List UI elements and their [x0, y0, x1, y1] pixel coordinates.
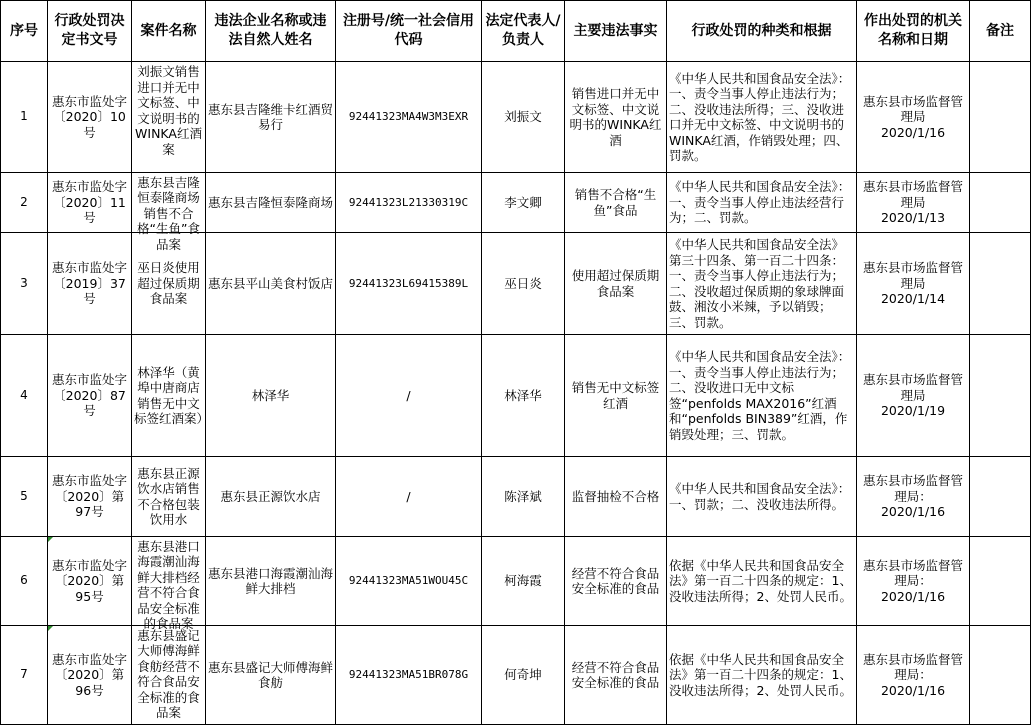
- cell-doc: 惠东市监处字〔2019〕37号: [48, 233, 132, 335]
- cell-code: 92441323MA51BR078G: [336, 626, 482, 725]
- cell-org: [857, 457, 970, 537]
- cell-no: 5: [1, 457, 48, 537]
- cell-basis-text: 依据《中华人民共和国食品安全法》第一百二十四条的规定：1、没收违法所得；2、处罚人民币。: [669, 651, 852, 698]
- cell-date: 2020/1/16: [880, 588, 946, 604]
- cell-code: 92441323L69415389L: [336, 233, 482, 335]
- cell-case-text: 刘振文销售进口并无中文标签、中文说明书的WINKA红酒案: [135, 64, 202, 157]
- cell-name: 惠东县吉隆维卡红酒贸易行: [206, 62, 336, 173]
- cell-fact: 经营不符合食品安全标准的食品: [565, 537, 667, 626]
- header-rep: 法定代表人/负责人: [482, 1, 565, 62]
- cell-no: 4: [1, 335, 48, 457]
- header-basis: 行政处罚的种类和根据: [667, 1, 857, 62]
- cell-org-name: 惠东县市场监督管理局: [862, 93, 963, 125]
- cell-case: [132, 62, 206, 173]
- cell-case-text: 巫日炎使用超过保质期食品案: [137, 260, 200, 307]
- cell-fact: 监督抽检不合格: [565, 457, 667, 537]
- cell-no: 3: [1, 233, 48, 335]
- cell-code: 92441323L21330319C: [336, 173, 482, 233]
- cell-rep: 刘振文: [482, 62, 565, 173]
- cell-note: [970, 62, 1031, 173]
- cell-date: 2020/1/13: [880, 210, 946, 226]
- cell-name: 林泽华: [206, 335, 336, 457]
- cell-date: 2020/1/16: [880, 124, 946, 140]
- cell-doc: 惠东市监处字〔2020〕第95号: [48, 537, 132, 626]
- cell-rep: 巫日炎: [482, 233, 565, 335]
- cell-case: [132, 173, 206, 252]
- cell-basis: [667, 457, 857, 537]
- cell-name: 惠东县正源饮水店: [206, 457, 336, 537]
- cell-org-name: 惠东县市场监督管理局：: [862, 473, 963, 504]
- table-row: [1, 457, 1031, 537]
- cell-case: [132, 537, 206, 631]
- cell-code: /: [336, 335, 482, 457]
- header-doc: 行政处罚决定书文号: [48, 1, 132, 62]
- cell-code: 92441323MA4W3M3EXR: [336, 62, 482, 173]
- cell-org-name: 惠东县市场监督管理局: [862, 260, 963, 291]
- header-fact: 主要违法事实: [565, 1, 667, 62]
- cell-name: 惠东县平山美食村饭店: [206, 233, 336, 335]
- cell-basis-text: 《中华人民共和国食品安全法》：一、罚款；二、没收违法所得。: [669, 481, 851, 512]
- cell-case-text: 惠东县吉隆恒泰隆商场销售不合格“生鱼”食品案: [137, 174, 200, 252]
- cell-fact: 经营不符合食品安全标准的食品: [565, 626, 667, 725]
- header-case: 案件名称: [132, 1, 206, 62]
- cell-name: 惠东县盛记大师傅海鲜食舫: [206, 626, 336, 725]
- cell-case: [132, 457, 206, 537]
- cell-doc: 惠东市监处字〔2020〕第96号: [48, 626, 132, 725]
- table-row: [1, 173, 1031, 233]
- cell-no: 6: [1, 537, 48, 626]
- cell-basis-text: 《中华人民共和国食品安全法》：一、责令当事人停止违法行为；二、没收进口无中文标签“penfolds MAX2016”红酒和“penfolds BIN389”红酒，作销毁处理；三、罚款。: [669, 349, 851, 442]
- cell-doc: 惠东市监处字〔2020〕10号: [48, 62, 132, 173]
- cell-case-text: 惠东县正源饮水店销售不合格包装饮用水: [137, 465, 200, 527]
- table-row: [1, 62, 1031, 173]
- cell-note: [970, 335, 1031, 457]
- cell-case-text: 惠东县港口海霞潮汕海鲜大排档经营不符合食品安全标准的食品案: [137, 538, 200, 631]
- cell-case: [132, 626, 206, 725]
- cell-fact: 销售不合格“生鱼”食品: [565, 173, 667, 233]
- cell-name: 惠东县吉隆恒泰隆商场: [206, 173, 336, 233]
- cell-note: [970, 537, 1031, 626]
- cell-org-name: 惠东县市场监督管理局: [862, 372, 963, 403]
- cell-no: 2: [1, 173, 48, 233]
- header-org: 作出处罚的机关名称和日期: [857, 1, 970, 62]
- cell-org: [857, 173, 970, 233]
- cell-org-name: 惠东县市场监督管理局: [862, 179, 963, 210]
- cell-basis-text: 依据《中华人民共和国食品安全法》第一百二十四条的规定：1、没收违法所得；2、处罚人民币。: [669, 557, 852, 604]
- cell-note: [970, 173, 1031, 233]
- cell-basis: [667, 233, 857, 335]
- header-code: 注册号/统一社会信用代码: [336, 1, 482, 62]
- cell-rep: 陈泽斌: [482, 457, 565, 537]
- cell-no: 1: [1, 62, 48, 173]
- table-row: [1, 537, 1031, 626]
- cell-org-name: 惠东县市场监督管理局：: [862, 557, 963, 589]
- cell-rep: 李文卿: [482, 173, 565, 233]
- cell-basis: [667, 626, 857, 725]
- cell-no: 7: [1, 626, 48, 725]
- cell-org: [857, 233, 970, 335]
- cell-org-name: 惠东县市场监督管理局：: [862, 651, 963, 683]
- cell-case: [132, 335, 210, 457]
- cell-doc: 惠东市监处字〔2020〕11号: [48, 173, 132, 233]
- table-row: [1, 335, 1031, 457]
- table-row: [1, 626, 1031, 725]
- cell-org: [857, 626, 970, 725]
- cell-date: 2020/1/16: [880, 504, 946, 520]
- cell-code: /: [336, 457, 482, 537]
- header-no: 序号: [1, 1, 48, 62]
- cell-note: [970, 233, 1031, 335]
- cell-rep: 柯海霞: [482, 537, 565, 626]
- cell-code: 92441323MA51WOU45C: [336, 537, 482, 626]
- cell-basis-text: 《中华人民共和国食品安全法》：一、责令当事人停止违法行为；二、没收违法所得；三、没收进口并无中文标签、中文说明书的WINKA红酒，作销毁处理；四、罚款。: [669, 70, 851, 163]
- cell-org: [857, 335, 970, 457]
- cell-date: 2020/1/19: [880, 403, 946, 419]
- cell-org: [857, 537, 970, 626]
- header-row: [1, 1, 1031, 62]
- cell-rep: 林泽华: [482, 335, 565, 457]
- cell-org: [857, 62, 970, 173]
- cell-case-text: 惠东县盛记大师傅海鲜食舫经营不符合食品安全标准的食品案: [137, 627, 200, 720]
- cell-basis-text: 《中华人民共和国食品安全法》第三十四条、第一百二十四条：一、责令当事人停止违法行为；二、没收超过保质期的象球牌面鼓、湘汝小米辣，予以销毁；三、罚款。: [669, 237, 845, 330]
- cell-note: [970, 626, 1031, 725]
- cell-basis: [667, 335, 857, 457]
- header-note: 备注: [970, 1, 1031, 62]
- cell-note: [970, 457, 1031, 537]
- cell-basis-text: 《中华人民共和国食品安全法》：一、责令当事人停止违法经营行为；二、罚款。: [669, 179, 851, 226]
- cell-doc: 惠东市监处字〔2020〕第97号: [48, 457, 132, 537]
- cell-basis: [667, 173, 857, 233]
- cell-fact: 使用超过保质期食品案: [565, 233, 667, 335]
- cell-rep: 何奇坤: [482, 626, 565, 725]
- cell-fact: 销售无中文标签红酒: [565, 335, 667, 457]
- cell-date: 2020/1/14: [880, 291, 946, 307]
- cell-basis: [667, 62, 857, 173]
- cell-case-text: 林泽华（黄埠中唐商店销售无中文标签红酒案）: [134, 364, 210, 426]
- cell-basis: [667, 537, 857, 626]
- cell-doc: 惠东市监处字〔2020〕87号: [48, 335, 132, 457]
- cell-date: 2020/1/16: [880, 682, 946, 698]
- cell-fact: 销售进口并无中文标签、中文说明书的WINKA红酒: [565, 62, 667, 173]
- cell-name: 惠东县港口海霞潮汕海鲜大排档: [206, 537, 336, 626]
- header-name: 违法企业名称或违法自然人姓名: [206, 1, 336, 62]
